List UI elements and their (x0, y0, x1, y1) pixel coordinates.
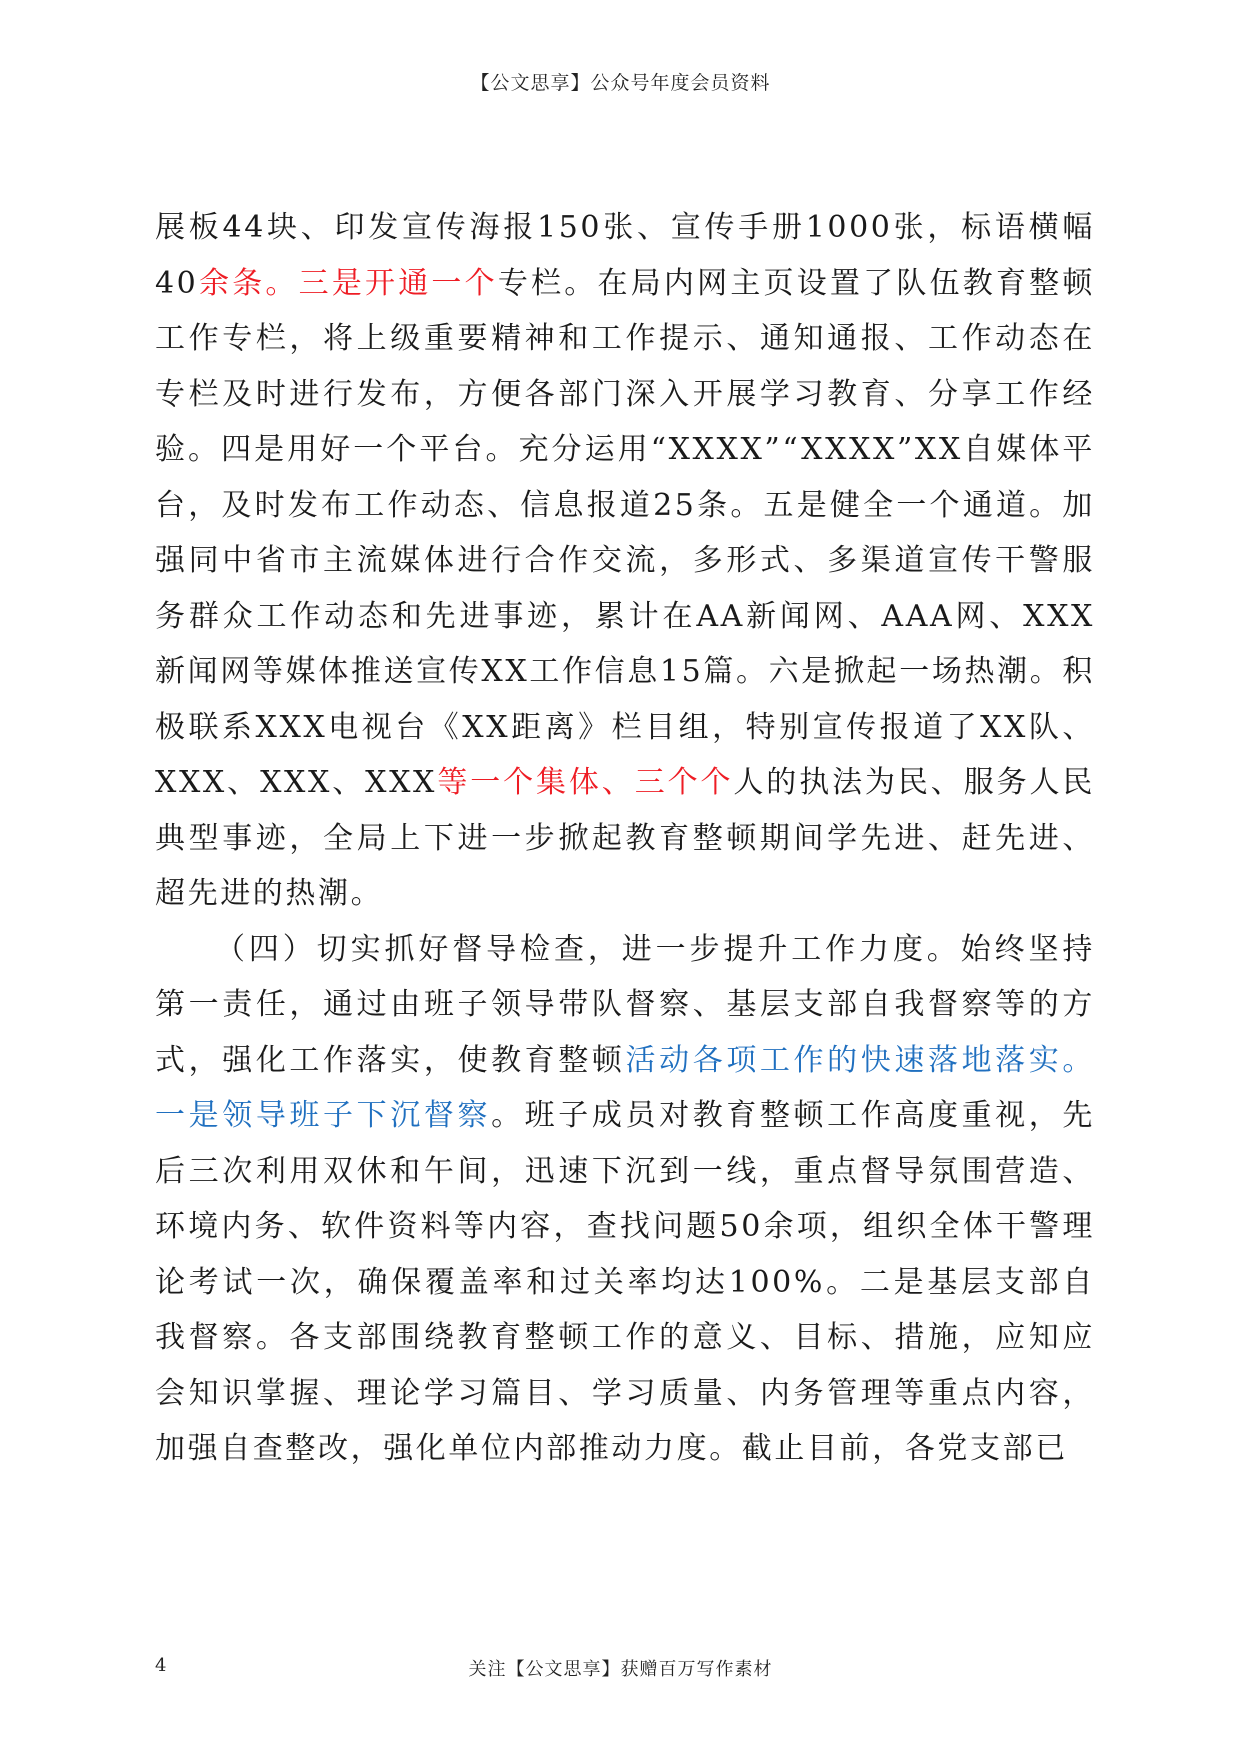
page-number: 4 (155, 1655, 167, 1676)
red-highlight-text: 等一个集体、三个个 (437, 765, 734, 800)
paragraph-text: 人的执法为民、服务人民典型事迹，全局上下进一步掀起教育整顿期间学先进、赶先进、超先进的热潮。 (155, 765, 1095, 911)
paragraph-supervision (155, 922, 1095, 1477)
footer-text: 关注【公文思享】获赠百万写作素材 (468, 1659, 773, 1680)
page-header: 【公文思享】公众号年度会员资料 (470, 72, 771, 94)
paragraph-text: 。班子成员对教育整顿工作高度重视，先后三次利用双休和午间，迅速下沉到一线，重点督导氛围营造、环境内务、软件资料等内容，查找问题50余项，组织全体干警理论考试一次，确保覆盖率和过关率均达100%。二是基层支部自我督察。各支部围绕教育整顿工作的意义、目标、措施，应知应会知识掌握、理论学习篇目、学习质量、内务管理等重点内容，加强自查整改，强化单位内部推动力度。截止目前，各党支部已 (155, 1098, 1095, 1466)
paragraph-text: 专栏。在局内网主页设置了队伍教育整顿工作专栏，将上级重要精神和工作提示、通知通报、工作动态在专栏及时进行发布，方便各部门深入开展学习教育、分享工作经验。四是用好一个平台。充分运用“XXXX”“XXXX”XX自媒体平台，及时发布工作动态、信息报道25条。五是健全一个通道。加强同中省市主流媒体进行合作交流，多形式、多渠道宣传干警服务群众工作动态和先进事迹，累计在AA新闻网、AAA网、XXX新闻网等媒体推送宣传XX工作信息15篇。六是掀起一场热潮。积极联系XXX电视台《XX距离》栏目组，特别宣传报道了XX队、XXX、XXX、XXX (155, 265, 1095, 800)
document-body (155, 200, 1095, 1477)
paragraph-text: （四）切实抓好督导检查，进一步提升工作力度。始终坚持第一责任，通过由班子领导带队督察、基层支部自我督察等的方式，强化工作落实，使教育整顿 (155, 931, 1095, 1078)
blue-highlight-text: 活动各项工作的快速落地落实。一是领导班子下沉督察 (155, 1042, 1095, 1133)
paragraph-text: 展板44块、印发宣传海报150张、宣传手册1000张，标语横幅40 (155, 210, 1095, 301)
red-highlight-text: 余条。三是开通一个 (198, 265, 498, 301)
paragraph-publicity (155, 200, 1095, 922)
